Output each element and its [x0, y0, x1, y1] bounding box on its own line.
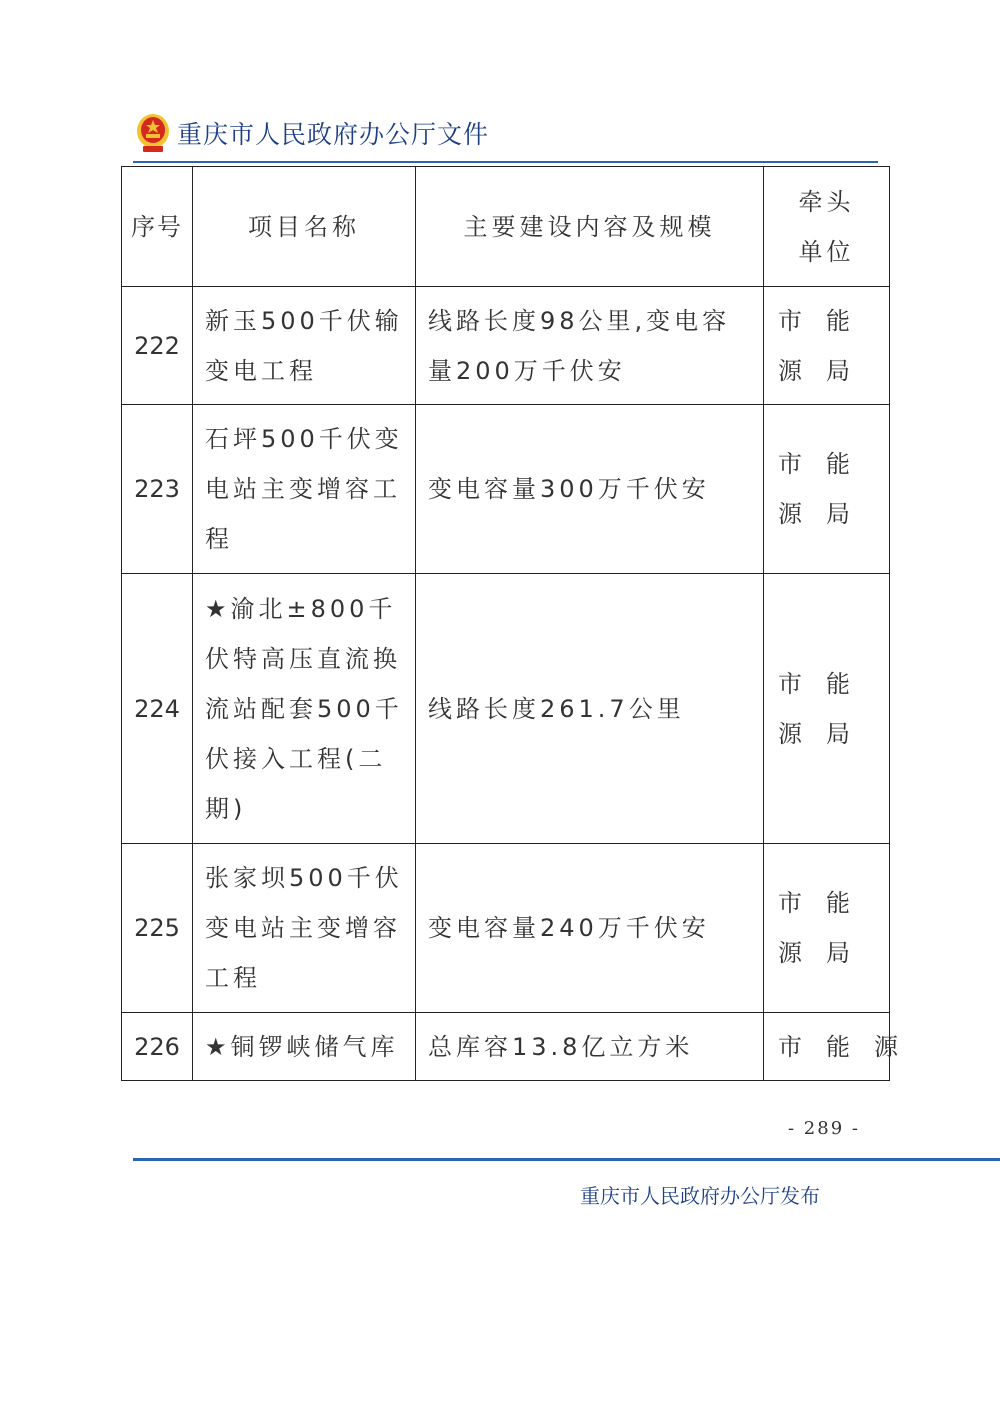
header-seq: 序号: [122, 167, 193, 287]
header-name: 项目名称: [193, 167, 416, 287]
header-title: 重庆市人民政府办公厅文件: [177, 120, 490, 149]
row-name: 石坪500千伏变电站主变增容工程: [193, 405, 416, 574]
table-header-row: [122, 167, 890, 287]
row-content: 变电容量240万千伏安: [416, 844, 764, 1013]
page-number: - 289 -: [788, 1118, 860, 1139]
national-emblem-icon: [135, 112, 171, 154]
table-row: [122, 1013, 890, 1081]
row-name: 新玉500千伏输变电工程: [193, 287, 416, 405]
row-content: 变电容量300万千伏安: [416, 405, 764, 574]
row-content: 线路长度98公里,变电容量200万千伏安: [416, 287, 764, 405]
footer-divider: [133, 1158, 1000, 1161]
row-name: ★铜锣峡储气库: [193, 1013, 416, 1081]
row-seq: 222: [122, 287, 193, 405]
row-seq: 225: [122, 844, 193, 1013]
table-row: [122, 574, 890, 844]
projects-table: [121, 166, 922, 1081]
header-unit: 牵头单位: [764, 167, 890, 287]
row-content: 总库容13.8亿立方米: [416, 1013, 764, 1081]
row-seq: 223: [122, 405, 193, 574]
table-row: [122, 405, 890, 574]
row-name: 张家坝500千伏变电站主变增容工程: [193, 844, 416, 1013]
row-unit: 市能源局: [764, 405, 890, 574]
table-row: [122, 287, 890, 405]
row-seq: 224: [122, 574, 193, 844]
row-unit: 市能源局: [764, 287, 890, 405]
header-content: 主要建设内容及规模: [416, 167, 764, 287]
document-header: [135, 108, 489, 158]
footer-publisher: 重庆市人民政府办公厅发布: [580, 1184, 820, 1208]
row-seq: 226: [122, 1013, 193, 1081]
header-divider: [133, 161, 878, 163]
row-name: ★渝北±800千伏特高压直流换流站配套500千伏接入工程(二期): [193, 574, 416, 844]
row-unit: 市能源局: [764, 574, 890, 844]
row-unit: 市能源: [764, 1013, 890, 1081]
table-row: [122, 844, 890, 1013]
row-unit: 市能源局: [764, 844, 890, 1013]
row-content: 线路长度261.7公里: [416, 574, 764, 844]
